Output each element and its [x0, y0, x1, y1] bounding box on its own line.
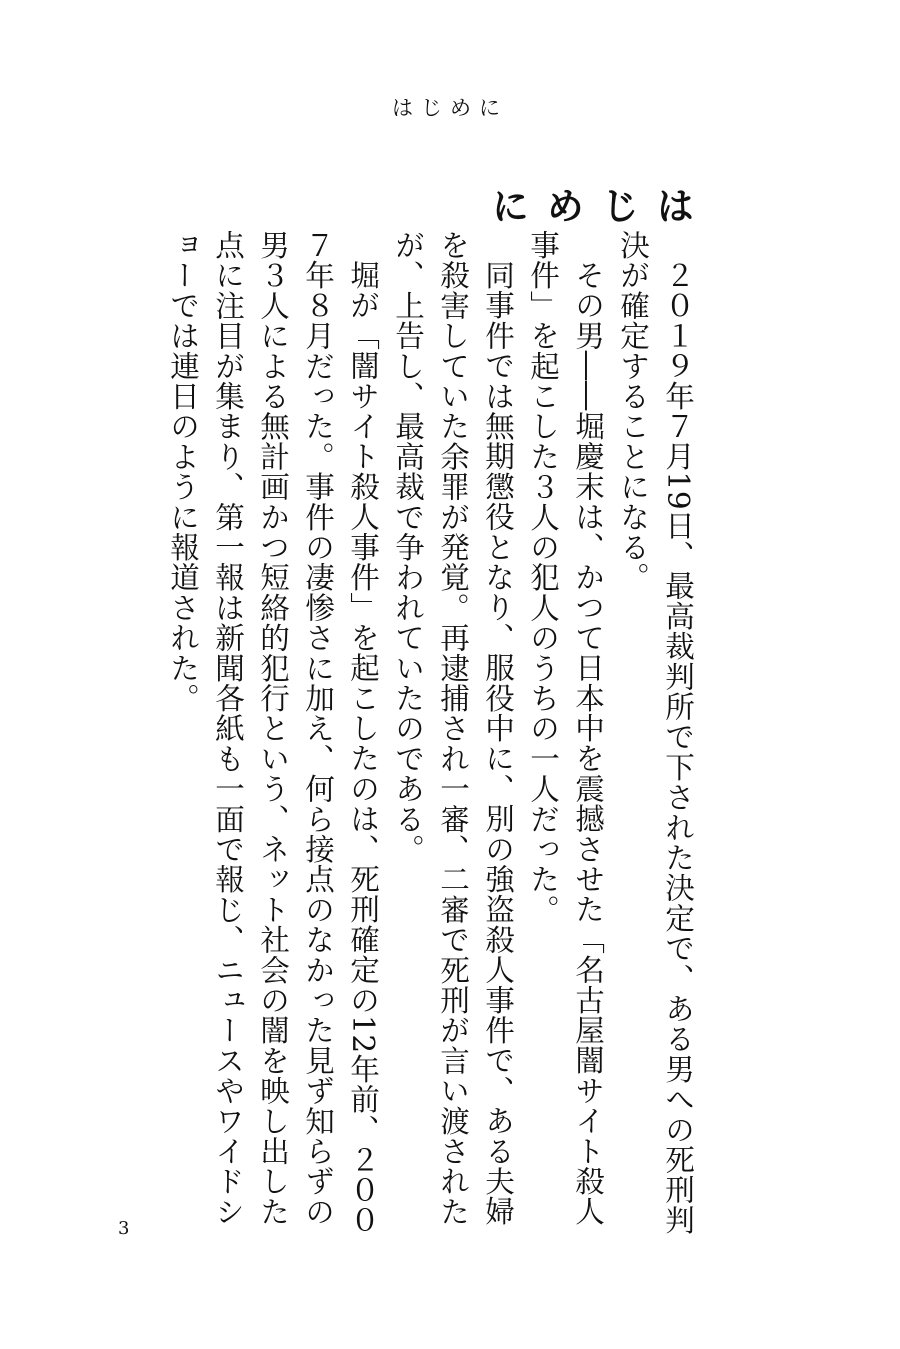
- paragraph: 堀が「闇サイト殺人事件」を起こしたのは、死刑確定の12年前、２００７年８月だった。事件の凄惨さに加え、何ら接点のなかった見ず知らずの男３人による無計画かつ短絡的犯行という、ネット社会の闇を映し出した点に注目が集まり、第一報は新聞各紙も一面で報じ、ニュースやワイドショーでは連日のように報道された。: [166, 230, 380, 1235]
- paragraph: その男――堀慶末は、かつて日本中を震撼させた「名古屋闇サイト殺人事件」を起こした３人の犯人のうちの一人だった。: [526, 230, 605, 1226]
- page-number: 3: [118, 1218, 130, 1239]
- paragraph: 同事件では無期懲役となり、服役中に、別の強盗殺人事件で、ある夫婦を殺害していた余罪が発覚。再逮捕され一審、二審で死刑が言い渡されたが、上告し、最高裁で争われていたのである。: [391, 230, 515, 1227]
- body-text: [160, 230, 700, 1246]
- chapter-title: はじめに: [485, 186, 694, 230]
- paragraph: ２０１９年７月19日、最高裁判所で下された決定で、ある男への死刑判決が確定することになる。: [616, 230, 695, 1235]
- page-content: [160, 186, 700, 1246]
- running-head: はじめに: [392, 96, 508, 120]
